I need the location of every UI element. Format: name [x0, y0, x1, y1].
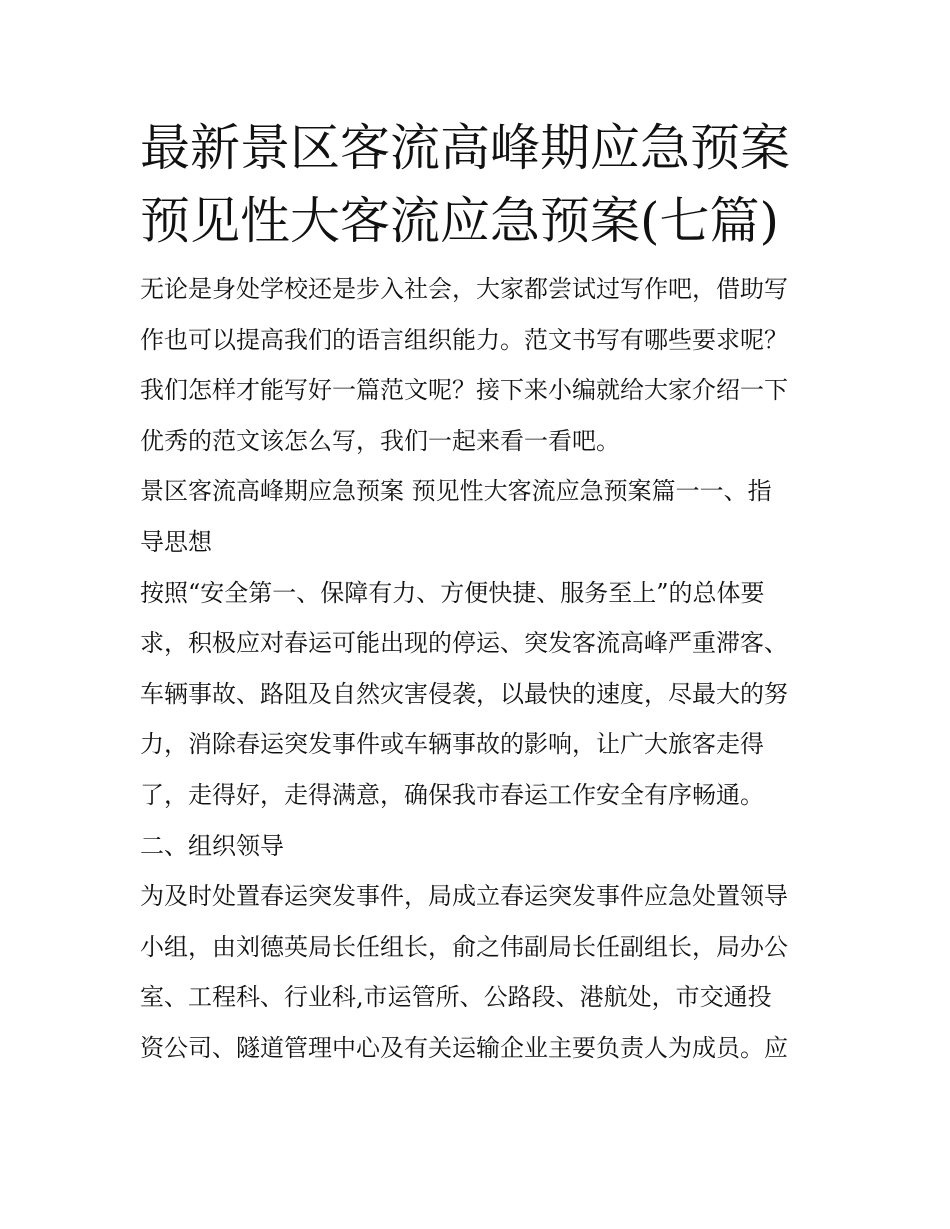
organization-paragraph [140, 871, 812, 1073]
document-page [140, 112, 812, 1074]
text-line: 作也可以提高我们的语言组织能力。范文书写有哪些要求呢？ [140, 325, 788, 354]
text-line: 室、工程科、行业科,市运管所、公路段、港航处，市交通投 [140, 983, 772, 1012]
text-line: 二、组织领导 [140, 831, 284, 860]
text-line: 资公司、隧道管理中心及有关运输企业主要负责人为成员。应 [140, 1033, 788, 1062]
text-line: 按照“安全第一、保障有力、方便快捷、服务至上”的总体要 [140, 578, 765, 607]
section-heading-guiding-thought [140, 466, 812, 567]
document-title [140, 112, 812, 258]
text-line: 了，走得好，走得满意，确保我市春运工作安全有序畅通。 [140, 780, 764, 809]
text-line: 为及时处置春运突发事件，局成立春运突发事件应急处置领导 [140, 882, 788, 911]
text-line: 优秀的范文该怎么写，我们一起来看一看吧。 [140, 426, 620, 455]
text-line: 我们怎样才能写好一篇范文呢？接下来小编就给大家介绍一下 [140, 376, 788, 405]
text-line: 导思想 [140, 527, 212, 556]
title-line: 最新景区客流高峰期应急预案 [140, 119, 790, 177]
intro-paragraph [140, 264, 812, 466]
text-line: 车辆事故、路阻及自然灾害侵袭，以最快的速度，尽最大的努 [140, 679, 788, 708]
text-line: 力，消除春运突发事件或车辆事故的影响，让广大旅客走得 [140, 730, 764, 759]
text-line: 景区客流高峰期应急预案 预见性大客流应急预案篇一一、指 [140, 477, 772, 506]
section-heading-organization [140, 821, 812, 872]
title-line: 预见性大客流应急预案(七篇) [140, 192, 780, 250]
text-line: 求，积极应对春运可能出现的停运、突发客流高峰严重滞客、 [140, 629, 788, 658]
text-line: 无论是身处学校还是步入社会，大家都尝试过写作吧，借助写 [140, 275, 788, 303]
text-line: 小组，由刘德英局长任组长，俞之伟副局长任副组长，局办公 [140, 932, 788, 961]
guiding-thought-paragraph [140, 568, 812, 821]
